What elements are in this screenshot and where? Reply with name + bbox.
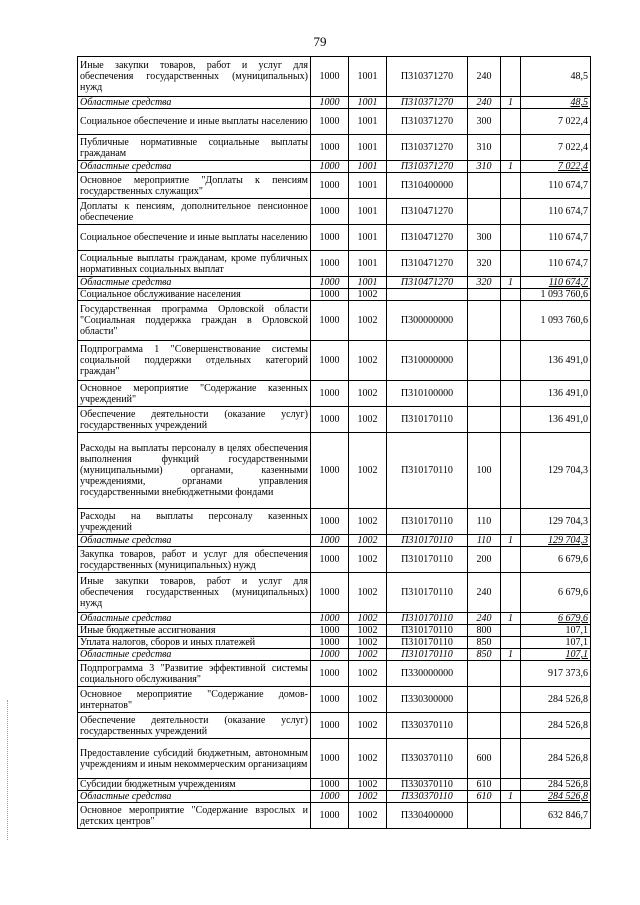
- row-section-code: 1000: [311, 109, 349, 135]
- row-subsection-code: 1001: [349, 109, 387, 135]
- row-amount: 6 679,6: [521, 573, 591, 613]
- row-expense-type: [468, 713, 501, 739]
- table-row: [78, 573, 591, 613]
- row-target-code: П310100000: [387, 381, 468, 407]
- row-amount: 1 093 760,6: [521, 289, 591, 301]
- row-name: Субсидии бюджетным учреждениям: [78, 779, 311, 791]
- row-expense-type: 200: [468, 547, 501, 573]
- row-amount: 129 704,3: [521, 509, 591, 535]
- row-source-code: [501, 225, 521, 251]
- row-target-code: П330370110: [387, 739, 468, 779]
- row-source-code: 1: [501, 97, 521, 109]
- row-section-code: 1000: [311, 289, 349, 301]
- row-name: Социальное обслуживание населения: [78, 289, 311, 301]
- row-amount: 48,5: [521, 57, 591, 97]
- row-source-code: [501, 547, 521, 573]
- row-source-code: [501, 637, 521, 649]
- row-name: Уплата налогов, сборов и иных платежей: [78, 637, 311, 649]
- row-section-code: 1000: [311, 661, 349, 687]
- row-subsection-code: 1002: [349, 713, 387, 739]
- row-target-code: П330370110: [387, 791, 468, 803]
- row-target-code: П330000000: [387, 661, 468, 687]
- table-row-regional-funds: [78, 649, 591, 661]
- row-source-code: [501, 713, 521, 739]
- row-expense-type: [468, 407, 501, 433]
- row-section-code: 1000: [311, 573, 349, 613]
- row-name: Областные средства: [78, 791, 311, 803]
- row-amount: 107,1: [521, 625, 591, 637]
- row-expense-type: [468, 381, 501, 407]
- row-subsection-code: 1002: [349, 779, 387, 791]
- row-amount: 110 674,7: [521, 277, 591, 289]
- row-section-code: 1000: [311, 277, 349, 289]
- table-row: [78, 661, 591, 687]
- row-subsection-code: 1002: [349, 509, 387, 535]
- row-expense-type: 110: [468, 509, 501, 535]
- row-expense-type: 600: [468, 739, 501, 779]
- row-section-code: 1000: [311, 547, 349, 573]
- row-target-code: П310170110: [387, 637, 468, 649]
- row-expense-type: [468, 173, 501, 199]
- row-target-code: П310000000: [387, 341, 468, 381]
- row-section-code: 1000: [311, 341, 349, 381]
- row-subsection-code: 1002: [349, 739, 387, 779]
- row-name: Иные закупки товаров, работ и услуг для обеспечения государственных (муниципальных) нужд: [78, 573, 311, 613]
- row-name: Основное мероприятие "Содержание казенных учреждений": [78, 381, 311, 407]
- row-expense-type: 300: [468, 109, 501, 135]
- row-subsection-code: 1002: [349, 433, 387, 509]
- row-subsection-code: 1001: [349, 161, 387, 173]
- row-source-code: 1: [501, 649, 521, 661]
- row-section-code: 1000: [311, 407, 349, 433]
- row-name: Иные бюджетные ассигнования: [78, 625, 311, 637]
- table-row: [78, 687, 591, 713]
- row-section-code: 1000: [311, 301, 349, 341]
- row-source-code: 1: [501, 277, 521, 289]
- row-section-code: 1000: [311, 803, 349, 829]
- budget-table: [77, 56, 591, 829]
- row-expense-type: 240: [468, 57, 501, 97]
- row-target-code: П310170110: [387, 509, 468, 535]
- row-subsection-code: 1001: [349, 135, 387, 161]
- row-expense-type: 850: [468, 649, 501, 661]
- row-expense-type: [468, 687, 501, 713]
- row-source-code: [501, 509, 521, 535]
- row-section-code: 1000: [311, 433, 349, 509]
- row-target-code: П310471270: [387, 251, 468, 277]
- row-source-code: [501, 803, 521, 829]
- row-section-code: 1000: [311, 135, 349, 161]
- row-target-code: П310170110: [387, 625, 468, 637]
- row-subsection-code: 1002: [349, 341, 387, 381]
- row-source-code: [501, 173, 521, 199]
- row-source-code: [501, 407, 521, 433]
- table-row-regional-funds: [78, 97, 591, 109]
- row-subsection-code: 1002: [349, 301, 387, 341]
- row-source-code: [501, 251, 521, 277]
- row-section-code: 1000: [311, 381, 349, 407]
- row-amount: 136 491,0: [521, 381, 591, 407]
- row-name: Доплаты к пенсиям, дополнительное пенсионное обеспечение: [78, 199, 311, 225]
- table-row-regional-funds: [78, 613, 591, 625]
- row-subsection-code: 1002: [349, 649, 387, 661]
- row-amount: 284 526,8: [521, 739, 591, 779]
- row-source-code: [501, 687, 521, 713]
- row-section-code: 1000: [311, 161, 349, 173]
- row-source-code: 1: [501, 791, 521, 803]
- row-name: Основное мероприятие "Доплаты к пенсиям государственных служащих": [78, 173, 311, 199]
- row-target-code: П310371270: [387, 135, 468, 161]
- row-subsection-code: 1001: [349, 251, 387, 277]
- table-row: [78, 713, 591, 739]
- row-name: Публичные нормативные социальные выплаты гражданам: [78, 135, 311, 161]
- row-amount: 110 674,7: [521, 251, 591, 277]
- row-source-code: [501, 381, 521, 407]
- row-subsection-code: 1001: [349, 57, 387, 97]
- row-name: Областные средства: [78, 277, 311, 289]
- table-row: [78, 173, 591, 199]
- row-section-code: 1000: [311, 779, 349, 791]
- row-subsection-code: 1001: [349, 277, 387, 289]
- row-name: Областные средства: [78, 535, 311, 547]
- row-subsection-code: 1001: [349, 199, 387, 225]
- row-amount: 284 526,8: [521, 779, 591, 791]
- table-row: [78, 433, 591, 509]
- row-source-code: [501, 135, 521, 161]
- row-source-code: [501, 433, 521, 509]
- row-source-code: [501, 109, 521, 135]
- table-row: [78, 57, 591, 97]
- row-source-code: 1: [501, 161, 521, 173]
- row-target-code: П310400000: [387, 173, 468, 199]
- row-name: Обеспечение деятельности (оказание услуг) государственных учреждений: [78, 713, 311, 739]
- row-name: Основное мероприятие "Содержание домов-интернатов": [78, 687, 311, 713]
- table-row-regional-funds: [78, 535, 591, 547]
- row-amount: 7 022,4: [521, 161, 591, 173]
- row-name: Областные средства: [78, 649, 311, 661]
- table-row: [78, 509, 591, 535]
- table-row: [78, 251, 591, 277]
- row-source-code: 1: [501, 613, 521, 625]
- row-expense-type: [468, 661, 501, 687]
- row-source-code: [501, 573, 521, 613]
- row-expense-type: 850: [468, 637, 501, 649]
- table-row: [78, 625, 591, 637]
- row-target-code: П310170110: [387, 613, 468, 625]
- row-target-code: П310170110: [387, 649, 468, 661]
- row-name: Расходы на выплаты персоналу в целях обеспечения выполнения функций государственными (муниципальными) органами, казенными учреждениями, органами управления государственными внебюджетными фондами: [78, 433, 311, 509]
- row-section-code: 1000: [311, 637, 349, 649]
- row-section-code: 1000: [311, 97, 349, 109]
- row-target-code: П330400000: [387, 803, 468, 829]
- row-amount: 284 526,8: [521, 687, 591, 713]
- row-subsection-code: 1002: [349, 535, 387, 547]
- row-amount: 284 526,8: [521, 791, 591, 803]
- row-expense-type: 240: [468, 97, 501, 109]
- row-amount: 110 674,7: [521, 199, 591, 225]
- row-amount: 129 704,3: [521, 535, 591, 547]
- row-expense-type: 800: [468, 625, 501, 637]
- row-amount: 6 679,6: [521, 613, 591, 625]
- row-expense-type: 300: [468, 225, 501, 251]
- table-row: [78, 199, 591, 225]
- row-section-code: 1000: [311, 613, 349, 625]
- row-amount: 6 679,6: [521, 547, 591, 573]
- row-target-code: П310170110: [387, 407, 468, 433]
- row-source-code: [501, 301, 521, 341]
- table-row-regional-funds: [78, 791, 591, 803]
- row-amount: 110 674,7: [521, 173, 591, 199]
- row-expense-type: 240: [468, 573, 501, 613]
- row-target-code: П310371270: [387, 57, 468, 97]
- row-subsection-code: 1002: [349, 613, 387, 625]
- row-expense-type: 310: [468, 135, 501, 161]
- table-row: [78, 637, 591, 649]
- row-name: Областные средства: [78, 97, 311, 109]
- row-subsection-code: 1002: [349, 573, 387, 613]
- table-row: [78, 109, 591, 135]
- table-row-regional-funds: [78, 277, 591, 289]
- row-target-code: П310170110: [387, 573, 468, 613]
- row-subsection-code: 1002: [349, 289, 387, 301]
- scan-margin-mark: [7, 700, 9, 840]
- table-row: [78, 341, 591, 381]
- table-row: [78, 407, 591, 433]
- table-row: [78, 739, 591, 779]
- row-name: Социальное обеспечение и иные выплаты населению: [78, 109, 311, 135]
- row-section-code: 1000: [311, 791, 349, 803]
- row-expense-type: [468, 341, 501, 381]
- row-name: Подпрограмма 1 "Совершенствование системы социальной поддержки отдельных категорий граждан": [78, 341, 311, 381]
- row-subsection-code: 1002: [349, 407, 387, 433]
- row-expense-type: [468, 199, 501, 225]
- row-expense-type: [468, 301, 501, 341]
- row-target-code: П330370110: [387, 713, 468, 739]
- row-source-code: 1: [501, 535, 521, 547]
- row-subsection-code: 1002: [349, 625, 387, 637]
- row-amount: 1 093 760,6: [521, 301, 591, 341]
- row-name: Областные средства: [78, 161, 311, 173]
- row-source-code: [501, 57, 521, 97]
- row-target-code: П310471270: [387, 225, 468, 251]
- row-expense-type: 610: [468, 779, 501, 791]
- row-expense-type: 110: [468, 535, 501, 547]
- row-expense-type: 610: [468, 791, 501, 803]
- row-target-code: П310471270: [387, 199, 468, 225]
- row-subsection-code: 1001: [349, 225, 387, 251]
- row-name: Предоставление субсидий бюджетным, автономным учреждениям и иным некоммерческим организациям: [78, 739, 311, 779]
- row-subsection-code: 1002: [349, 803, 387, 829]
- row-amount: 7 022,4: [521, 109, 591, 135]
- budget-table-body: [78, 57, 591, 829]
- row-amount: 129 704,3: [521, 433, 591, 509]
- row-target-code: П310170110: [387, 535, 468, 547]
- row-expense-type: 310: [468, 161, 501, 173]
- row-subsection-code: 1001: [349, 173, 387, 199]
- row-section-code: 1000: [311, 535, 349, 547]
- row-subsection-code: 1002: [349, 687, 387, 713]
- row-section-code: 1000: [311, 687, 349, 713]
- row-amount: 284 526,8: [521, 713, 591, 739]
- row-target-code: П300000000: [387, 301, 468, 341]
- table-row: [78, 225, 591, 251]
- row-name: Закупка товаров, работ и услуг для обеспечения государственных (муниципальных) нужд: [78, 547, 311, 573]
- row-name: Социальные выплаты гражданам, кроме публичных нормативных социальных выплат: [78, 251, 311, 277]
- row-source-code: [501, 289, 521, 301]
- row-subsection-code: 1002: [349, 661, 387, 687]
- row-source-code: [501, 661, 521, 687]
- row-amount: 917 373,6: [521, 661, 591, 687]
- row-expense-type: [468, 289, 501, 301]
- row-source-code: [501, 739, 521, 779]
- row-target-code: П310371270: [387, 109, 468, 135]
- table-row: [78, 547, 591, 573]
- table-row: [78, 779, 591, 791]
- row-expense-type: 100: [468, 433, 501, 509]
- row-section-code: 1000: [311, 509, 349, 535]
- row-section-code: 1000: [311, 625, 349, 637]
- row-expense-type: 320: [468, 251, 501, 277]
- row-section-code: 1000: [311, 739, 349, 779]
- row-amount: 136 491,0: [521, 341, 591, 381]
- table-row: [78, 135, 591, 161]
- row-section-code: 1000: [311, 173, 349, 199]
- row-amount: 107,1: [521, 637, 591, 649]
- row-target-code: П310371270: [387, 97, 468, 109]
- row-amount: 7 022,4: [521, 135, 591, 161]
- row-target-code: П330300000: [387, 687, 468, 713]
- row-name: Государственная программа Орловской области "Социальная поддержка граждан в Орловской области": [78, 301, 311, 341]
- row-amount: 632 846,7: [521, 803, 591, 829]
- row-amount: 48,5: [521, 97, 591, 109]
- row-target-code: П310170110: [387, 547, 468, 573]
- row-section-code: 1000: [311, 649, 349, 661]
- table-row-regional-funds: [78, 161, 591, 173]
- row-name: Социальное обеспечение и иные выплаты населению: [78, 225, 311, 251]
- table-row: [78, 803, 591, 829]
- row-name: Обеспечение деятельности (оказание услуг) государственных учреждений: [78, 407, 311, 433]
- row-target-code: П310471270: [387, 277, 468, 289]
- row-subsection-code: 1002: [349, 637, 387, 649]
- row-source-code: [501, 625, 521, 637]
- row-subsection-code: 1002: [349, 547, 387, 573]
- row-target-code: [387, 289, 468, 301]
- row-expense-type: [468, 803, 501, 829]
- row-amount: 136 491,0: [521, 407, 591, 433]
- row-name: Областные средства: [78, 613, 311, 625]
- row-subsection-code: 1001: [349, 97, 387, 109]
- row-target-code: П310371270: [387, 161, 468, 173]
- row-target-code: П310170110: [387, 433, 468, 509]
- row-subsection-code: 1002: [349, 791, 387, 803]
- row-subsection-code: 1002: [349, 381, 387, 407]
- row-source-code: [501, 779, 521, 791]
- row-section-code: 1000: [311, 57, 349, 97]
- row-expense-type: 240: [468, 613, 501, 625]
- row-name: Подпрограмма 3 "Развитие эффективной системы социального обслуживания": [78, 661, 311, 687]
- row-name: Расходы на выплаты персоналу казенных учреждений: [78, 509, 311, 535]
- row-target-code: П330370110: [387, 779, 468, 791]
- row-name: Основное мероприятие "Содержание взрослых и детских центров": [78, 803, 311, 829]
- table-row: [78, 289, 591, 301]
- table-row: [78, 381, 591, 407]
- row-section-code: 1000: [311, 713, 349, 739]
- row-source-code: [501, 199, 521, 225]
- row-section-code: 1000: [311, 225, 349, 251]
- row-section-code: 1000: [311, 199, 349, 225]
- row-expense-type: 320: [468, 277, 501, 289]
- table-row: [78, 301, 591, 341]
- row-source-code: [501, 341, 521, 381]
- row-amount: 107,1: [521, 649, 591, 661]
- row-amount: 110 674,7: [521, 225, 591, 251]
- page-number: 79: [313, 34, 327, 49]
- row-name: Иные закупки товаров, работ и услуг для обеспечения государственных (муниципальных) нужд: [78, 57, 311, 97]
- row-section-code: 1000: [311, 251, 349, 277]
